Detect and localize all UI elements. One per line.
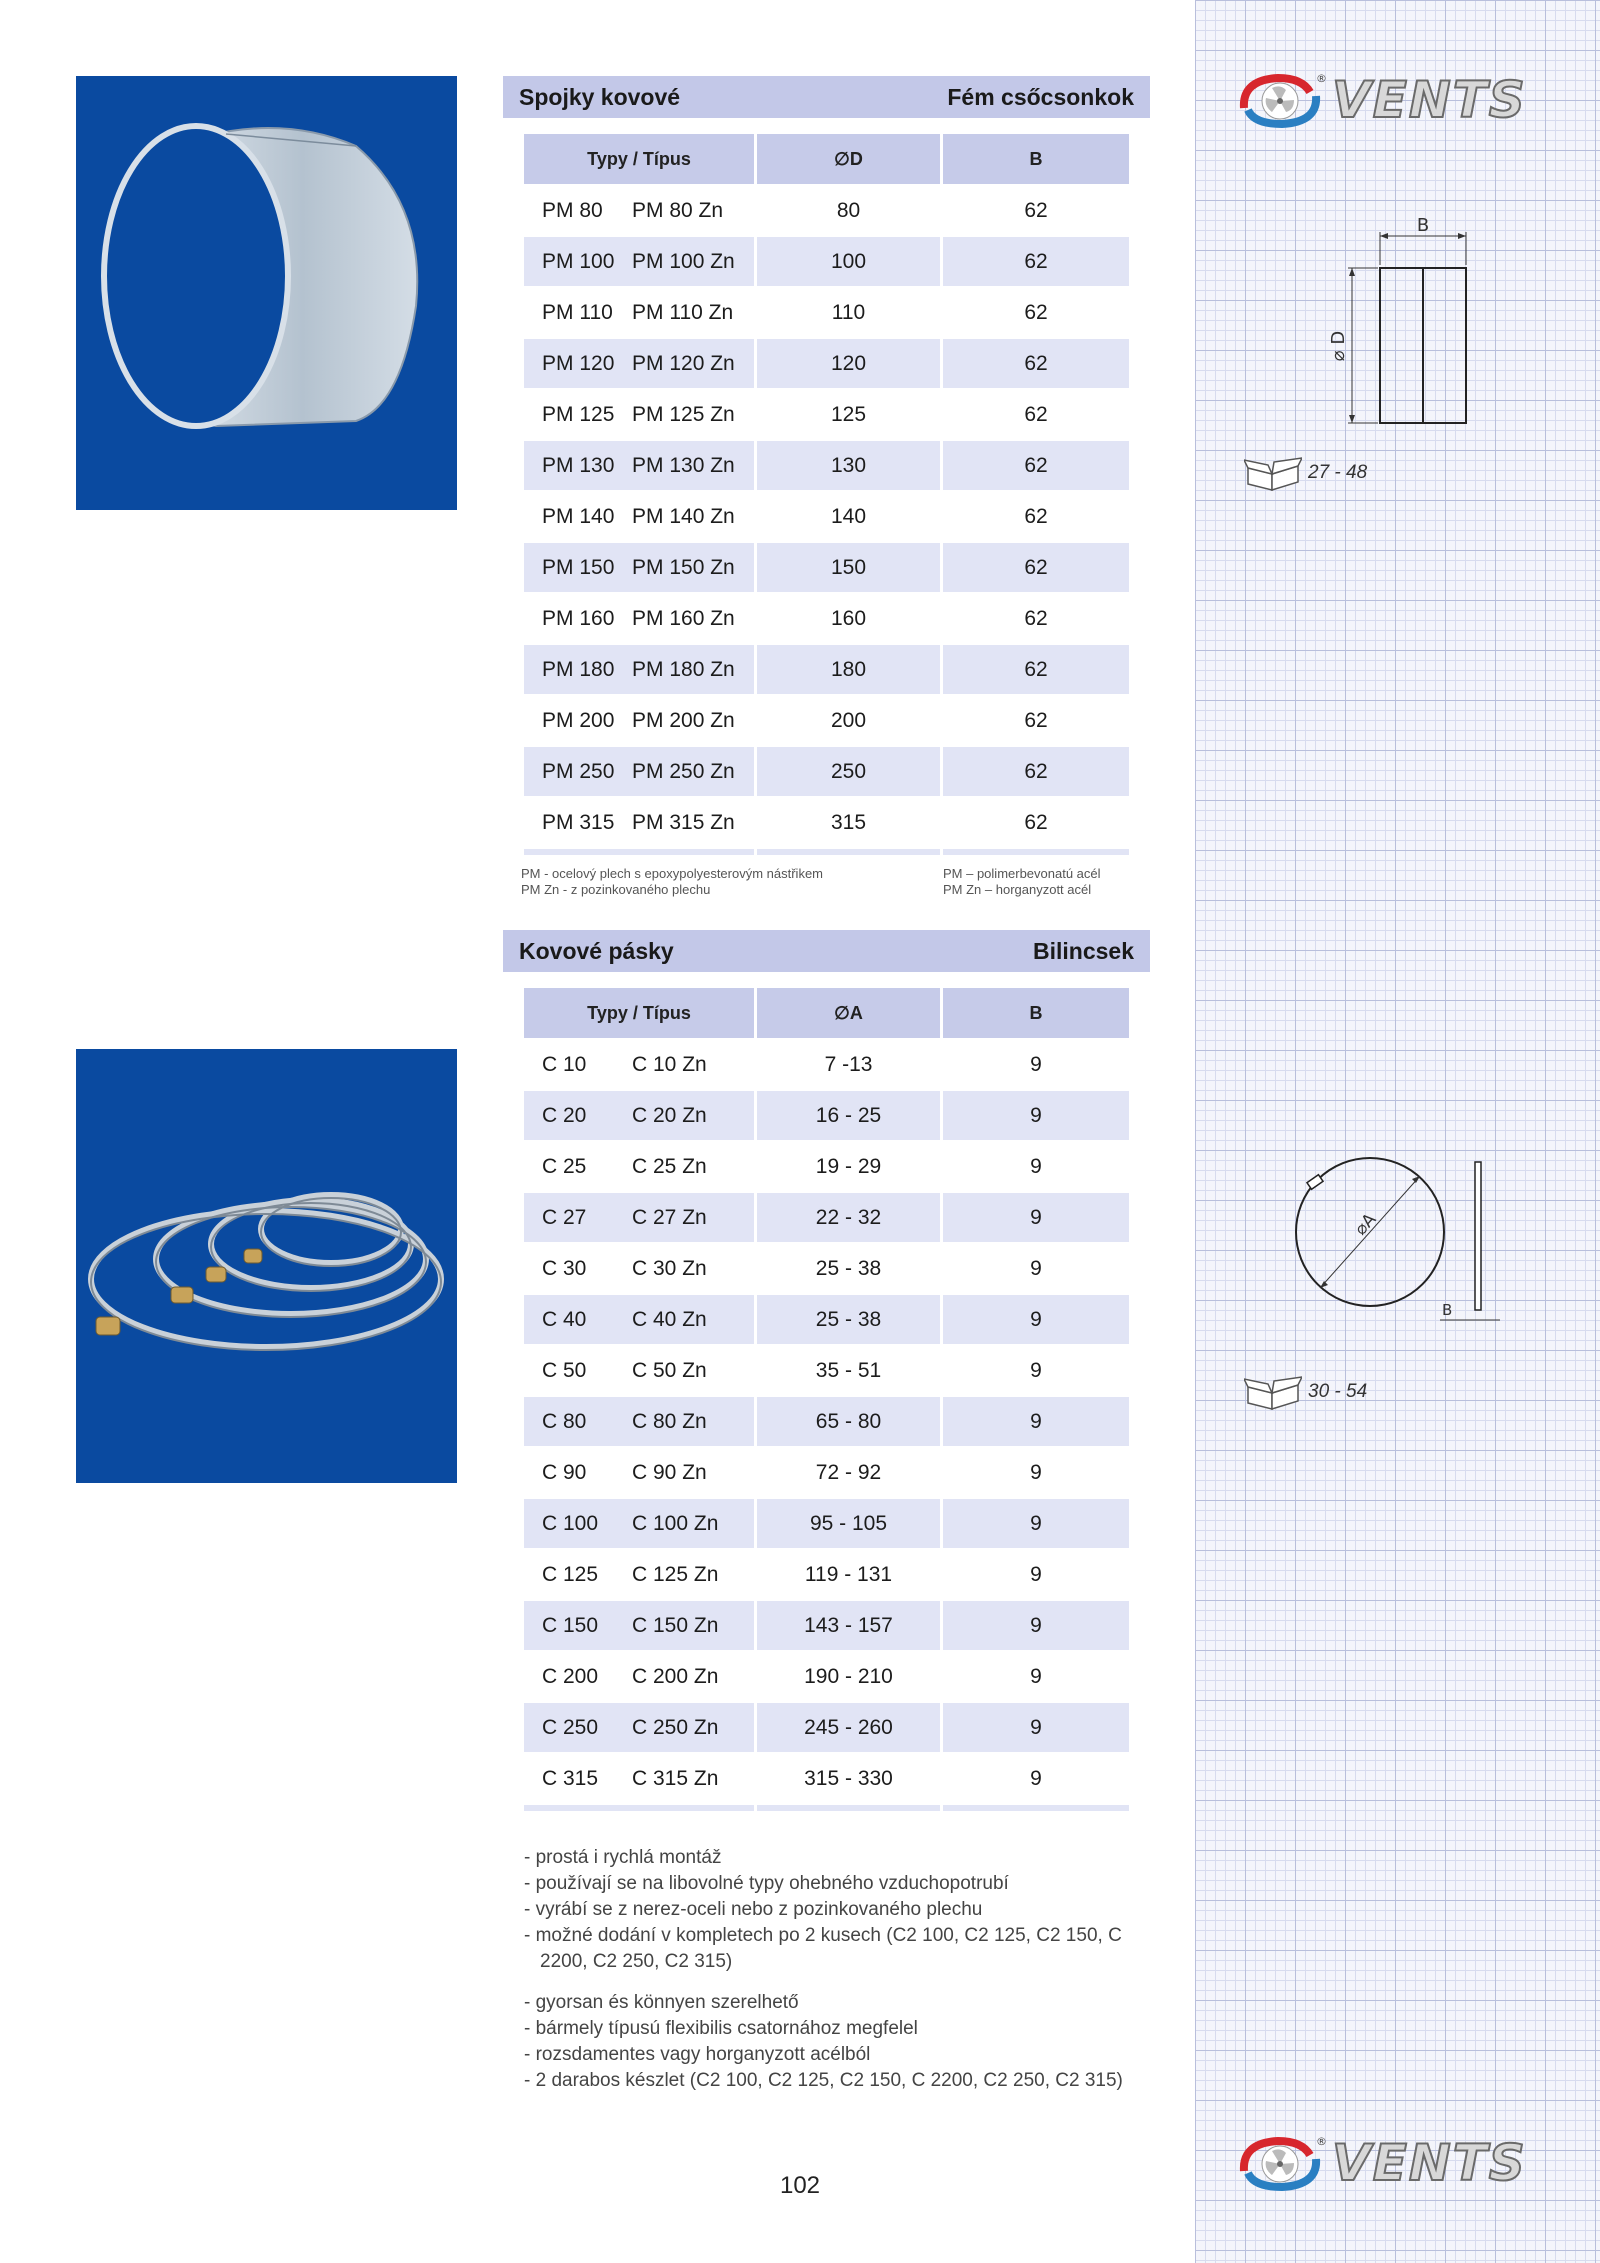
coupling-drawing (1320, 210, 1480, 430)
b-cell: 9 (1030, 1052, 1042, 1076)
table-row (524, 390, 1129, 439)
model-zn: PM 150 Zn (632, 555, 735, 579)
model-zn: PM 130 Zn (632, 453, 735, 477)
diameter-cell: 245 - 260 (757, 1703, 940, 1752)
section1-title-hu: Fém csőcsonkok (947, 83, 1134, 110)
header-type: Typy / Típus (524, 988, 754, 1038)
model-zn: PM 125 Zn (632, 402, 735, 426)
model-standard: PM 200 (542, 708, 615, 732)
model-standard: PM 100 (542, 249, 615, 273)
b-cell: 62 (943, 645, 1129, 694)
header-b: B (943, 988, 1129, 1038)
model-cell (524, 186, 754, 235)
diameter-cell: 110 (831, 300, 866, 324)
header-b: B (943, 134, 1129, 184)
model-cell (524, 237, 754, 286)
header-diameter: ∅A (757, 988, 940, 1038)
model-zn: PM 180 Zn (632, 657, 735, 681)
section1-header (503, 76, 1150, 118)
model-standard: C 10 (542, 1052, 587, 1076)
label-b: B (1442, 1301, 1453, 1319)
model-standard: PM 140 (542, 504, 615, 528)
model-standard: C 40 (542, 1307, 587, 1331)
model-zn: PM 120 Zn (632, 351, 735, 375)
table-row (524, 798, 1129, 847)
model-cell (524, 1499, 754, 1548)
section2-title-hu: Bilincsek (1033, 937, 1134, 964)
registered-mark: ® (1316, 2135, 1327, 2148)
b-cell: 62 (943, 237, 1129, 286)
b-cell: 62 (943, 747, 1129, 796)
model-cell (524, 1142, 754, 1191)
model-standard: C 125 (542, 1562, 599, 1586)
b-cell: 62 (943, 339, 1129, 388)
model-zn: C 80 Zn (632, 1409, 707, 1433)
table-row (524, 1295, 1129, 1344)
section2-header (503, 930, 1150, 972)
model-standard: PM 150 (542, 555, 615, 579)
model-zn: C 125 Zn (632, 1562, 719, 1586)
box-icon (1244, 454, 1302, 492)
package-info-1 (1244, 454, 1367, 492)
diameter-cell: 65 - 80 (757, 1397, 940, 1446)
model-cell (524, 1550, 754, 1599)
model-standard: PM 120 (542, 351, 615, 375)
model-cell (524, 288, 754, 337)
diameter-cell: 19 - 29 (815, 1154, 882, 1178)
model-zn: PM 100 Zn (632, 249, 735, 273)
table-row (524, 543, 1129, 592)
b-cell: 62 (1024, 198, 1048, 222)
table-row (524, 1550, 1129, 1599)
model-cell (524, 1652, 754, 1701)
table-header (524, 134, 1129, 184)
b-cell: 9 (943, 1601, 1129, 1650)
model-zn: C 40 Zn (632, 1307, 707, 1331)
table-row (524, 237, 1129, 286)
diameter-cell: 315 (830, 810, 867, 834)
diameter-cell: 7 -13 (824, 1052, 873, 1076)
model-zn: PM 315 Zn (632, 810, 735, 834)
features-cz (524, 1845, 1164, 1975)
table-row (524, 1754, 1129, 1803)
model-standard: PM 80 (542, 198, 603, 222)
table-row (524, 1142, 1129, 1191)
table-row (524, 186, 1129, 235)
model-standard: C 50 (542, 1358, 587, 1382)
model-cell (524, 1754, 754, 1803)
b-cell: 9 (1030, 1460, 1042, 1484)
model-cell (524, 492, 754, 541)
model-standard: C 100 (542, 1511, 599, 1535)
registered-mark: ® (1316, 72, 1327, 85)
model-cell (524, 390, 754, 439)
model-cell (524, 798, 754, 847)
b-cell: 9 (1030, 1766, 1042, 1790)
table-row (524, 1652, 1129, 1701)
diameter-cell: 25 - 38 (757, 1295, 940, 1344)
model-zn: C 30 Zn (632, 1256, 707, 1280)
table-row (524, 1703, 1129, 1752)
clamps-table (524, 988, 1129, 1811)
model-zn: PM 140 Zn (632, 504, 735, 528)
feature-hu: - rozsdamentes vagy horganyzott acélból (524, 2044, 871, 2065)
model-standard: C 30 (542, 1256, 587, 1280)
model-standard: C 200 (542, 1664, 599, 1688)
diameter-cell: 190 - 210 (804, 1664, 893, 1688)
model-cell (524, 1295, 754, 1344)
feature-hu: - bármely típusú flexibilis csatornához megfelel (524, 2018, 918, 2039)
note-hu-1: PM – polimerbevonatú acél (943, 866, 1101, 881)
diameter-cell: 143 - 157 (757, 1601, 940, 1650)
model-standard: PM 125 (542, 402, 615, 426)
table-row (524, 696, 1129, 745)
model-zn: PM 160 Zn (632, 606, 735, 630)
diameter-cell: 22 - 32 (757, 1193, 940, 1242)
model-cell (524, 1040, 754, 1089)
diameter-cell: 72 - 92 (815, 1460, 882, 1484)
coupling-photo (76, 76, 457, 510)
model-standard: PM 180 (542, 657, 615, 681)
model-cell (524, 1448, 754, 1497)
model-zn: C 250 Zn (632, 1715, 719, 1739)
brand-name: VENTS (1332, 2134, 1527, 2192)
b-cell: 9 (1030, 1358, 1042, 1382)
b-cell: 9 (943, 1397, 1129, 1446)
clamps-illustration (76, 1049, 457, 1483)
diameter-cell: 160 (830, 606, 867, 630)
clamps-photo (76, 1049, 457, 1483)
note-hu-2: PM Zn – horganyzott acél (943, 882, 1092, 897)
table-row (524, 1193, 1129, 1242)
brand-name: VENTS (1332, 71, 1527, 129)
feature-cz: - prostá i rychlá montáž (524, 1847, 722, 1868)
model-cell (524, 1703, 754, 1752)
diameter-cell: 16 - 25 (757, 1091, 940, 1140)
model-standard: PM 110 (542, 300, 613, 324)
diameter-cell: 35 - 51 (815, 1358, 882, 1382)
model-standard: C 25 (542, 1154, 587, 1178)
fan-icon (1232, 70, 1332, 130)
diameter-cell: 119 - 131 (804, 1562, 893, 1586)
model-cell (524, 1601, 754, 1650)
feature-cz: - možné dodání v kompletech po 2 kusech (C2 100, C2 125, C2 150, C 2200, C2 250, C2 315) (524, 1925, 1122, 1972)
model-zn: PM 250 Zn (632, 759, 735, 783)
model-standard: C 250 (542, 1715, 599, 1739)
diameter-cell: 180 (757, 645, 940, 694)
b-cell: 62 (1024, 810, 1048, 834)
model-standard: C 27 (542, 1205, 587, 1229)
model-cell (524, 696, 754, 745)
package-count: 30 - 54 (1308, 1381, 1368, 1402)
model-zn: C 315 Zn (632, 1766, 719, 1790)
model-cell (524, 594, 754, 643)
note-cz-2: PM Zn - z pozinkovaného plechu (521, 882, 711, 897)
diameter-cell: 140 (830, 504, 867, 528)
model-cell (524, 339, 754, 388)
b-cell: 9 (1030, 1154, 1042, 1178)
diameter-cell: 315 - 330 (804, 1766, 893, 1790)
table-row (524, 645, 1129, 694)
table-tail (524, 849, 1129, 855)
model-cell (524, 543, 754, 592)
feature-cz: - používají se na libovolné typy ohebného vzduchopotrubí (524, 1873, 1009, 1894)
section2-title-cz: Kovové pásky (519, 937, 674, 964)
vents-logo-bottom (1232, 2133, 1562, 2193)
table-row (524, 1091, 1129, 1140)
package-info-2 (1244, 1373, 1367, 1411)
model-zn: PM 110 Zn (632, 300, 734, 324)
table-row (524, 594, 1129, 643)
model-standard: PM 130 (542, 453, 615, 477)
header-diameter: ∅D (757, 134, 940, 184)
b-cell: 9 (1030, 1664, 1042, 1688)
feature-cz: - vyrábí se z nerez-oceli nebo z pozinkovaného plechu (524, 1899, 983, 1920)
diameter-cell: 80 (836, 198, 861, 222)
fan-icon (1232, 2133, 1332, 2193)
note-cz-1: PM - ocelový plech s epoxypolyesterovým nástřikem (521, 866, 824, 881)
b-cell: 62 (1024, 708, 1048, 732)
diameter-cell: 150 (757, 543, 940, 592)
b-cell: 62 (943, 543, 1129, 592)
model-cell (524, 1397, 754, 1446)
model-zn: C 200 Zn (632, 1664, 719, 1688)
vents-logo (1232, 70, 1562, 130)
diameter-cell: 200 (830, 708, 867, 732)
b-cell: 62 (943, 441, 1129, 490)
model-standard: C 90 (542, 1460, 587, 1484)
label-diameter: ⌀ D (1328, 330, 1349, 362)
model-zn: C 27 Zn (632, 1205, 707, 1229)
table-row (524, 1346, 1129, 1395)
model-standard: C 20 (542, 1103, 587, 1127)
b-cell: 62 (1024, 606, 1048, 630)
diameter-cell: 125 (830, 402, 867, 426)
b-cell: 62 (1024, 504, 1048, 528)
b-cell: 9 (943, 1295, 1129, 1344)
coupling-illustration (76, 76, 457, 510)
table-row (524, 339, 1129, 388)
table-row (524, 1448, 1129, 1497)
b-cell: 9 (1030, 1562, 1042, 1586)
diameter-cell: 130 (757, 441, 940, 490)
model-cell (524, 441, 754, 490)
notes-cz (521, 866, 823, 898)
diameter-cell: 25 - 38 (815, 1256, 882, 1280)
model-standard: PM 160 (542, 606, 615, 630)
table-row (524, 1244, 1129, 1293)
label-diameter: ⌀A (1350, 1209, 1381, 1240)
model-standard: C 315 (542, 1766, 599, 1790)
table-row (524, 1040, 1129, 1089)
model-standard: PM 250 (542, 759, 615, 783)
features-hu (524, 1990, 1164, 2094)
model-cell (524, 1346, 754, 1395)
b-cell: 9 (943, 1091, 1129, 1140)
model-zn: C 50 Zn (632, 1358, 707, 1382)
model-cell (524, 1091, 754, 1140)
b-cell: 9 (1030, 1256, 1042, 1280)
table-row (524, 492, 1129, 541)
table-tail (524, 1805, 1129, 1811)
couplings-table (524, 134, 1129, 855)
section1-title-cz: Spojky kovové (519, 83, 681, 110)
table-row (524, 1601, 1129, 1650)
feature-hu: - 2 darabos készlet (C2 100, C2 125, C2 150, C 2200, C2 250, C2 315) (524, 2070, 1123, 2091)
table-header (524, 988, 1129, 1038)
table-row (524, 288, 1129, 337)
table-row (524, 1499, 1129, 1548)
model-cell (524, 1193, 754, 1242)
table-row (524, 441, 1129, 490)
page-number: 102 (779, 2172, 821, 2199)
model-zn: C 10 Zn (632, 1052, 707, 1076)
model-zn: C 150 Zn (632, 1613, 719, 1637)
feature-hu: - gyorsan és könnyen szerelhető (524, 1992, 799, 2013)
diameter-cell: 95 - 105 (757, 1499, 940, 1548)
model-zn: C 20 Zn (632, 1103, 707, 1127)
model-zn: PM 80 Zn (632, 198, 724, 222)
b-cell: 62 (1024, 402, 1048, 426)
model-cell (524, 645, 754, 694)
diameter-cell: 100 (757, 237, 940, 286)
model-cell (524, 1244, 754, 1293)
model-zn: PM 200 Zn (632, 708, 735, 732)
model-standard: C 80 (542, 1409, 587, 1433)
label-b: B (1416, 215, 1430, 236)
table-row (524, 1397, 1129, 1446)
b-cell: 9 (943, 1703, 1129, 1752)
model-zn: C 25 Zn (632, 1154, 707, 1178)
model-zn: C 90 Zn (632, 1460, 707, 1484)
model-standard: PM 315 (542, 810, 615, 834)
notes-hu (943, 866, 1101, 898)
diameter-cell: 250 (757, 747, 940, 796)
model-cell (524, 747, 754, 796)
b-cell: 9 (943, 1499, 1129, 1548)
header-type: Typy / Típus (524, 134, 754, 184)
model-standard: C 150 (542, 1613, 599, 1637)
table-row (524, 747, 1129, 796)
b-cell: 9 (943, 1193, 1129, 1242)
box-icon (1244, 1373, 1302, 1411)
diameter-cell: 120 (757, 339, 940, 388)
b-cell: 62 (1024, 300, 1048, 324)
clamp-drawing (1290, 1150, 1510, 1330)
package-count: 27 - 48 (1308, 462, 1368, 483)
model-zn: C 100 Zn (632, 1511, 719, 1535)
